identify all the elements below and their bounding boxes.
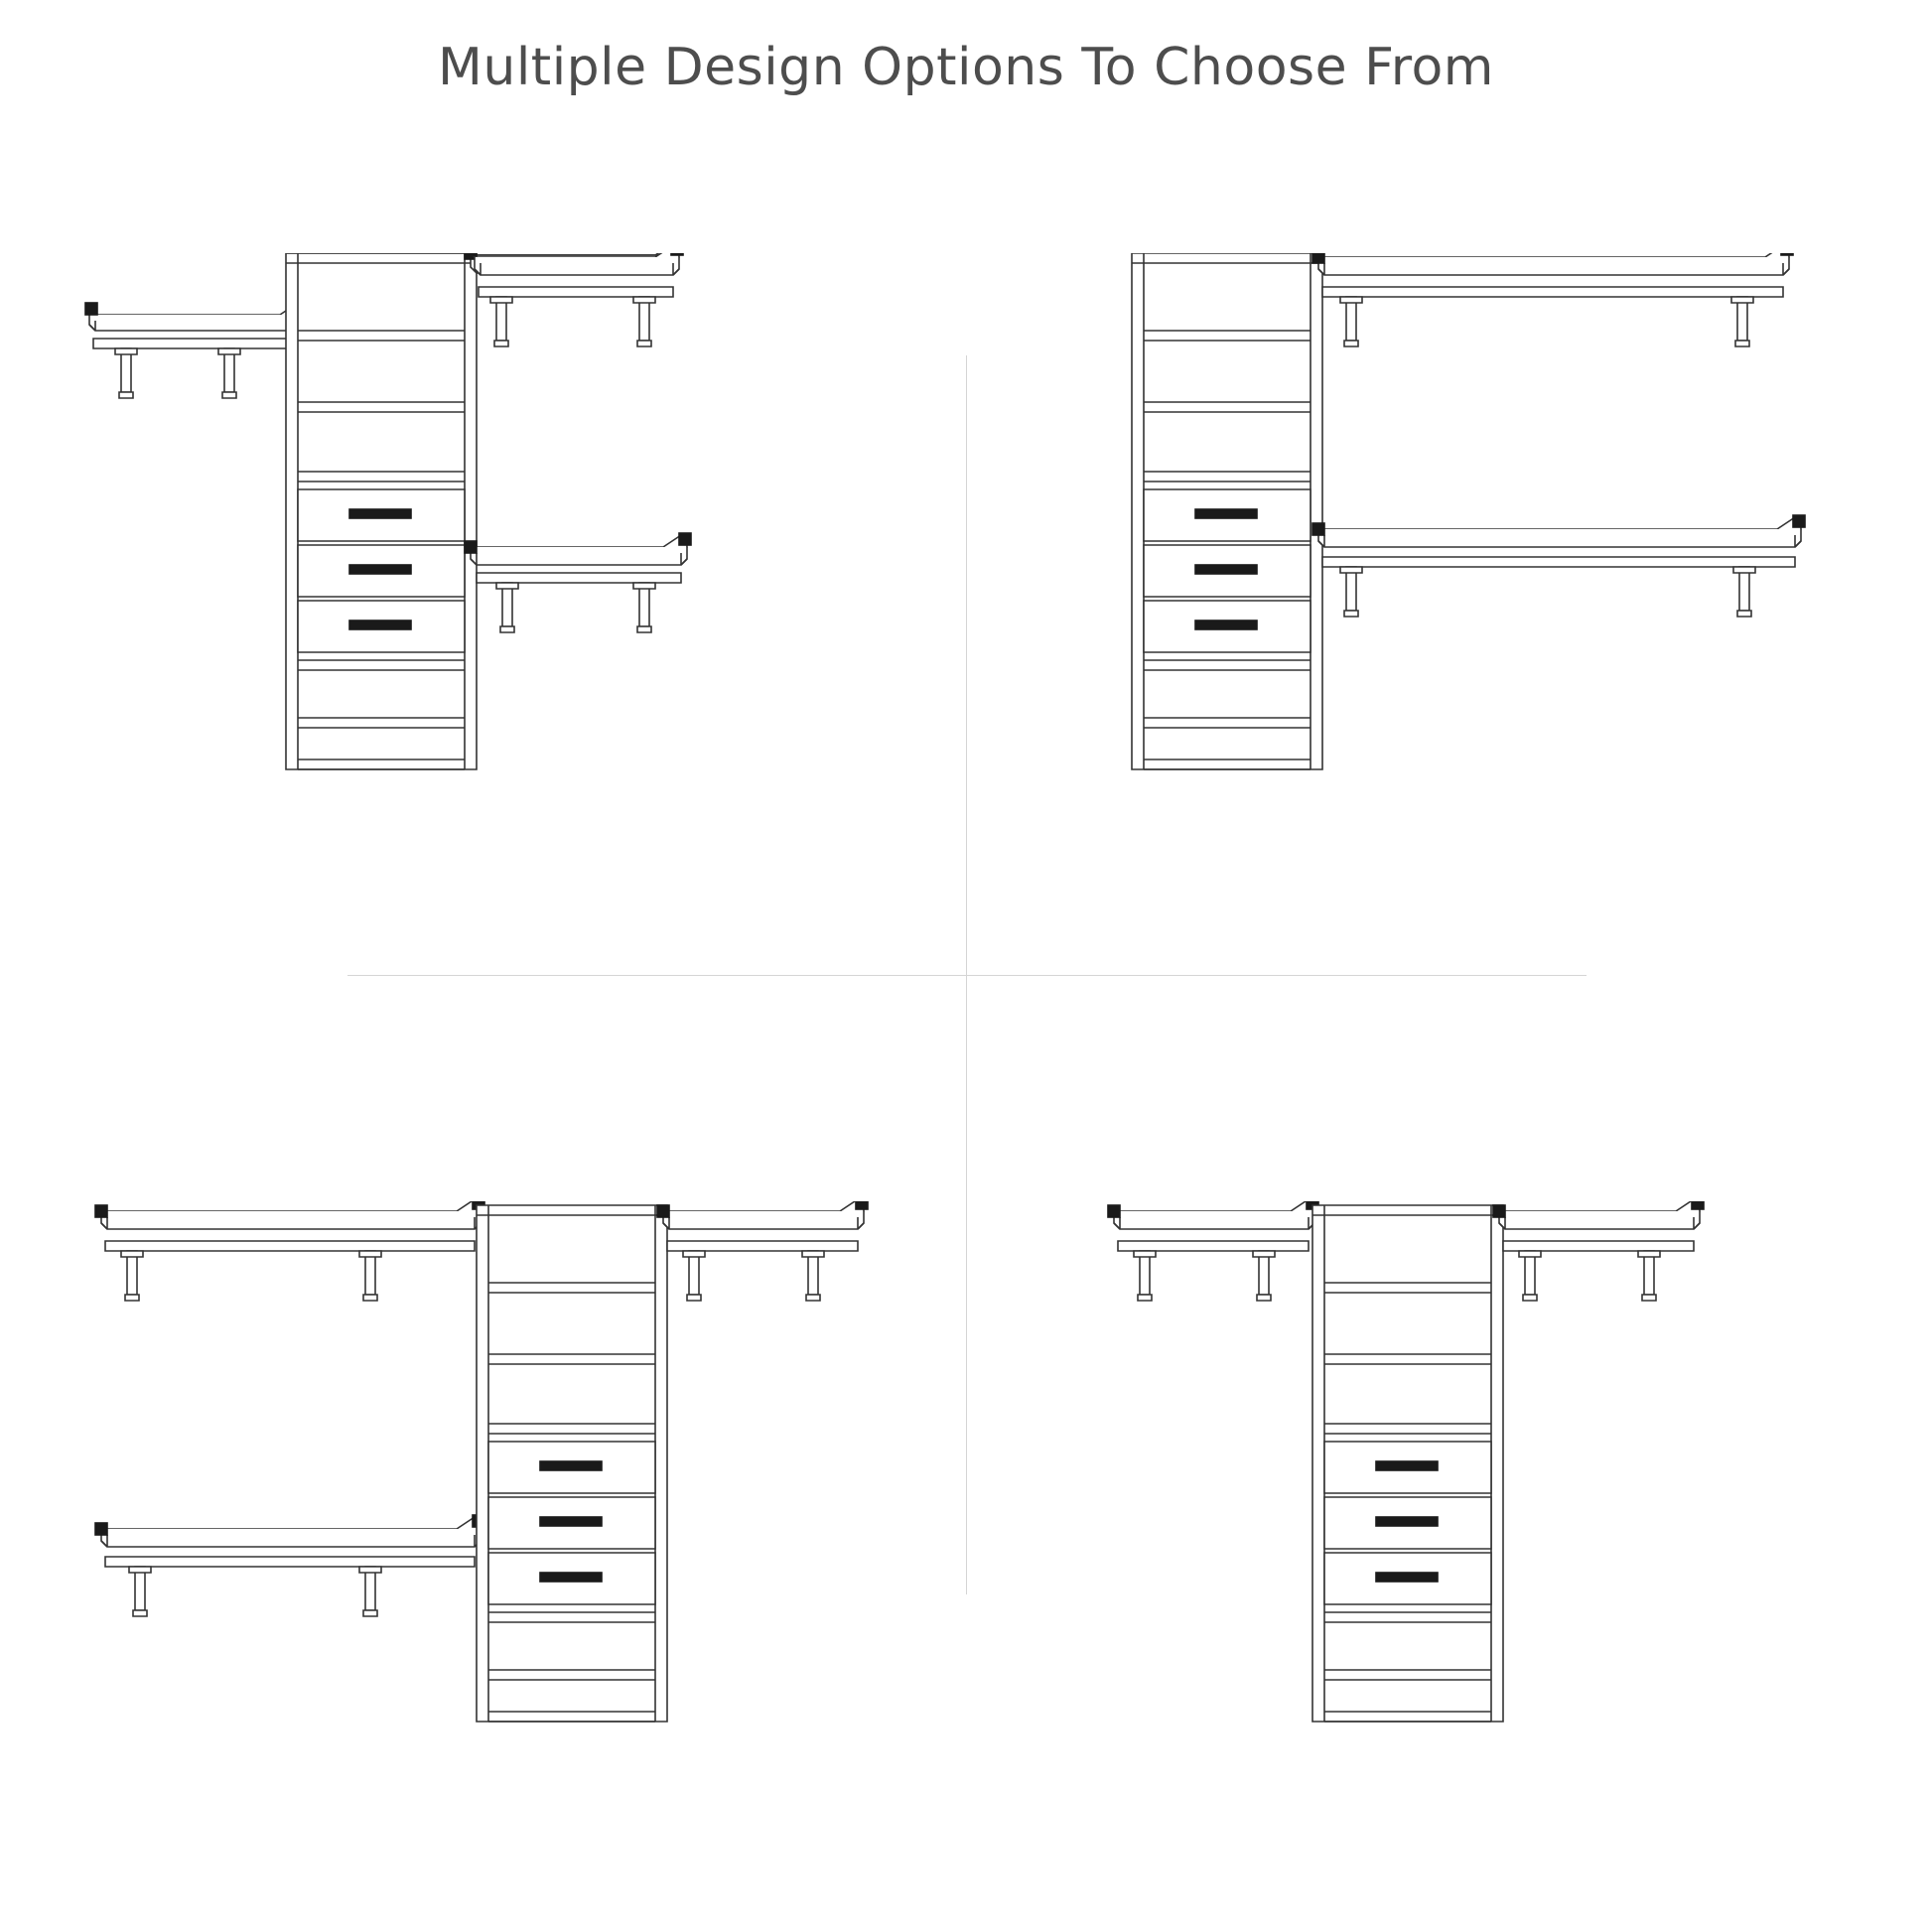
hanger-post bbox=[115, 348, 137, 398]
hanger-post bbox=[633, 297, 655, 346]
right-top-shelf bbox=[465, 253, 683, 346]
right-top-shelf bbox=[1312, 253, 1793, 346]
hanger-post bbox=[121, 1251, 143, 1301]
hanger-post bbox=[359, 1567, 381, 1616]
design-top-left bbox=[60, 253, 913, 849]
drawer bbox=[488, 1497, 655, 1549]
design-bottom-left bbox=[79, 1201, 933, 1797]
hanger-post bbox=[1340, 297, 1362, 346]
center-tower bbox=[1312, 1205, 1503, 1722]
center-tower bbox=[1132, 253, 1322, 769]
right-top-shelf bbox=[1493, 1201, 1704, 1301]
drawer bbox=[488, 1442, 655, 1493]
drawer bbox=[1324, 1497, 1491, 1549]
hanger-post bbox=[359, 1251, 381, 1301]
drawer bbox=[1144, 545, 1311, 597]
right-middle-shelf bbox=[1312, 515, 1805, 617]
hanger-post bbox=[1731, 297, 1753, 346]
drawer bbox=[298, 489, 465, 541]
right-top-shelf bbox=[657, 1201, 868, 1301]
drawer bbox=[1144, 489, 1311, 541]
hanger-post bbox=[1253, 1251, 1275, 1301]
hanger-post bbox=[1733, 567, 1755, 617]
hanger-post bbox=[490, 297, 512, 346]
hanger-post bbox=[218, 348, 240, 398]
center-tower bbox=[286, 253, 477, 769]
hanger-post bbox=[1134, 1251, 1156, 1301]
hanger-post bbox=[1638, 1251, 1660, 1301]
horizontal-divider bbox=[347, 975, 1587, 976]
hanger-post bbox=[683, 1251, 705, 1301]
right-middle-shelf bbox=[465, 533, 691, 632]
hanger-post bbox=[633, 583, 655, 632]
hanger-post bbox=[802, 1251, 824, 1301]
hanger-post bbox=[129, 1567, 151, 1616]
design-top-right bbox=[1092, 253, 1886, 849]
drawer bbox=[1324, 1553, 1491, 1604]
drawer bbox=[298, 601, 465, 652]
drawer bbox=[298, 545, 465, 597]
drawer bbox=[1144, 601, 1311, 652]
design-bottom-right bbox=[1092, 1201, 1906, 1797]
drawer bbox=[1324, 1442, 1491, 1493]
left-top-shelf bbox=[95, 1201, 484, 1301]
left-top-shelf bbox=[1108, 1201, 1318, 1301]
left-middle-shelf bbox=[95, 1515, 484, 1616]
hanger-post bbox=[1340, 567, 1362, 617]
hanger-post bbox=[1519, 1251, 1541, 1301]
page-title: Multiple Design Options To Choose From bbox=[438, 38, 1494, 97]
left-middle-shelf bbox=[85, 299, 308, 398]
drawer bbox=[488, 1553, 655, 1604]
center-tower bbox=[477, 1205, 667, 1722]
hanger-post bbox=[496, 583, 518, 632]
